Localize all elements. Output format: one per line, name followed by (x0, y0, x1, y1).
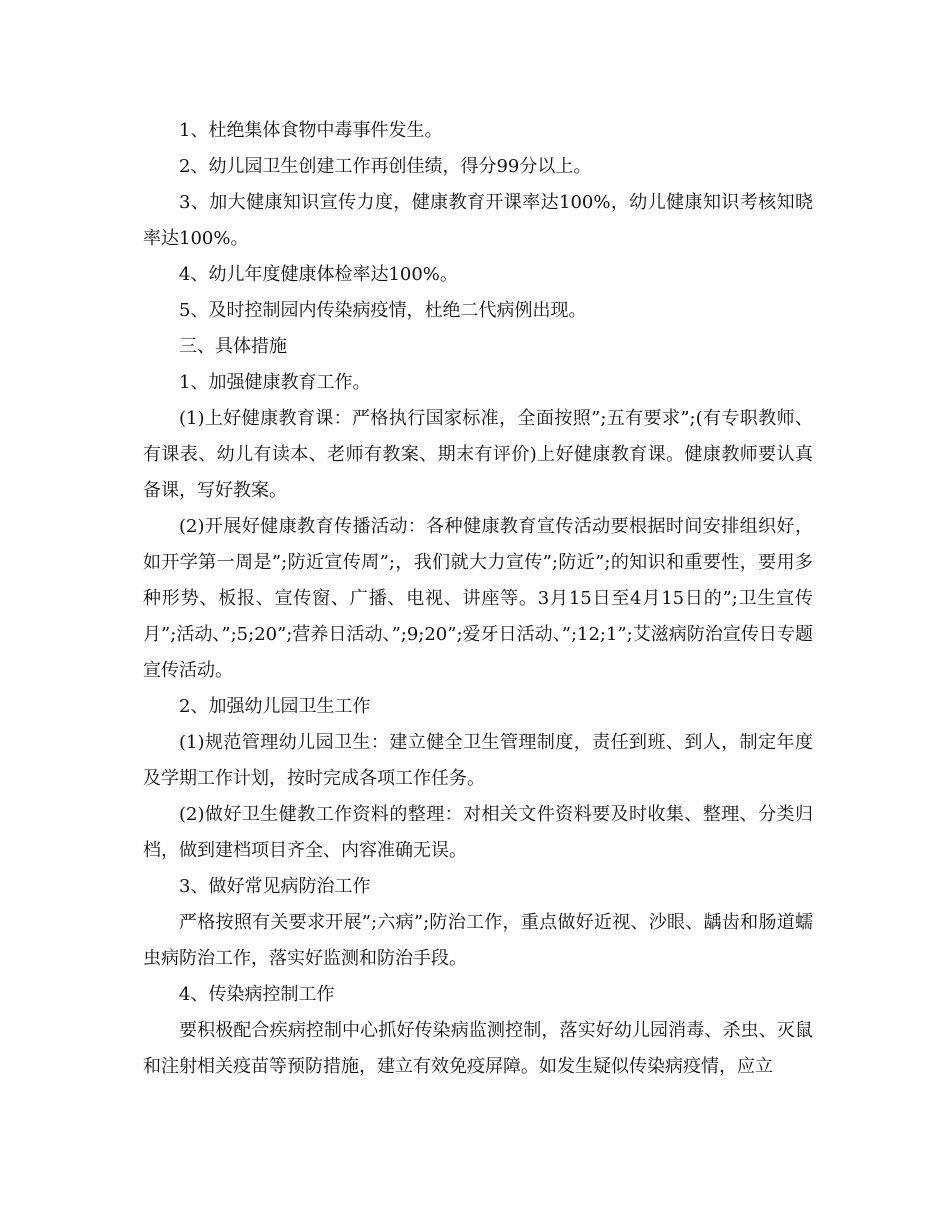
subsection-heading-common-disease: 3、做好常见病防治工作 (179, 876, 371, 897)
goal-item-2: 2、幼儿园卫生创建工作再创佳绩，得分99分以上。 (179, 156, 592, 177)
subsection-heading-kindergarten-hygiene: 2、加强幼儿园卫生工作 (179, 696, 371, 717)
subsection-heading-infectious-disease: 4、传染病控制工作 (179, 984, 335, 1005)
paragraph-hygiene-records: (2)做好卫生健教工作资料的整理：对相关文件资料要及时收集、整理、分类归档，做到建档项目齐全、内容准确无误。 (143, 804, 813, 861)
document-body (143, 113, 813, 1085)
section-heading-measures: 三、具体措施 (179, 336, 287, 357)
goal-item-4: 4、幼儿年度健康体检率达100%。 (179, 264, 458, 285)
paragraph-infectious-disease: 要积极配合疾病控制中心抓好传染病监测控制，落实好幼儿园消毒、杀虫、灭鼠和注射相关疫苗等预防措施，建立有效免疫屏障。如发生疑似传染病疫情，应立 (143, 1020, 813, 1077)
paragraph-health-education-class: (1)上好健康教育课：严格执行国家标准，全面按照”;五有要求”;(有专职教师、有课表、幼儿有读本、老师有教案、期末有评价)上好健康教育课。健康教师要认真备课，写好教案。 (143, 408, 813, 501)
goal-item-1: 1、杜绝集体食物中毒事件发生。 (179, 120, 443, 141)
paragraph-common-disease: 严格按照有关要求开展”;六病”;防治工作，重点做好近视、沙眼、龋齿和肠道蠕虫病防治工作，落实好监测和防治手段。 (143, 912, 813, 969)
goal-item-3: 3、加大健康知识宣传力度，健康教育开课率达100%，幼儿健康知识考核知晓率达100%。 (143, 192, 813, 249)
paragraph-hygiene-management: (1)规范管理幼儿园卫生：建立健全卫生管理制度，责任到班、到人，制定年度及学期工作计划，按时完成各项工作任务。 (143, 732, 813, 789)
paragraph-health-education-campaign: (2)开展好健康教育传播活动：各种健康教育宣传活动要根据时间安排组织好，如开学第一周是”;防近宣传周”;，我们就大力宣传”;防近”;的知识和重要性，要用多种形势、板报、宣传窗、广播、电视、讲座等。3月15日至4月15日的”;卫生宣传月”;活动、”;5;20”;营养日活动、”;9;20”;爱牙日活动、”;12;1”;艾滋病防治宣传日专题宣传活动。 (143, 516, 813, 681)
subsection-heading-health-education: 1、加强健康教育工作。 (179, 372, 371, 393)
goal-item-5: 5、及时控制园内传染病疫情，杜绝二代病例出现。 (179, 300, 587, 321)
